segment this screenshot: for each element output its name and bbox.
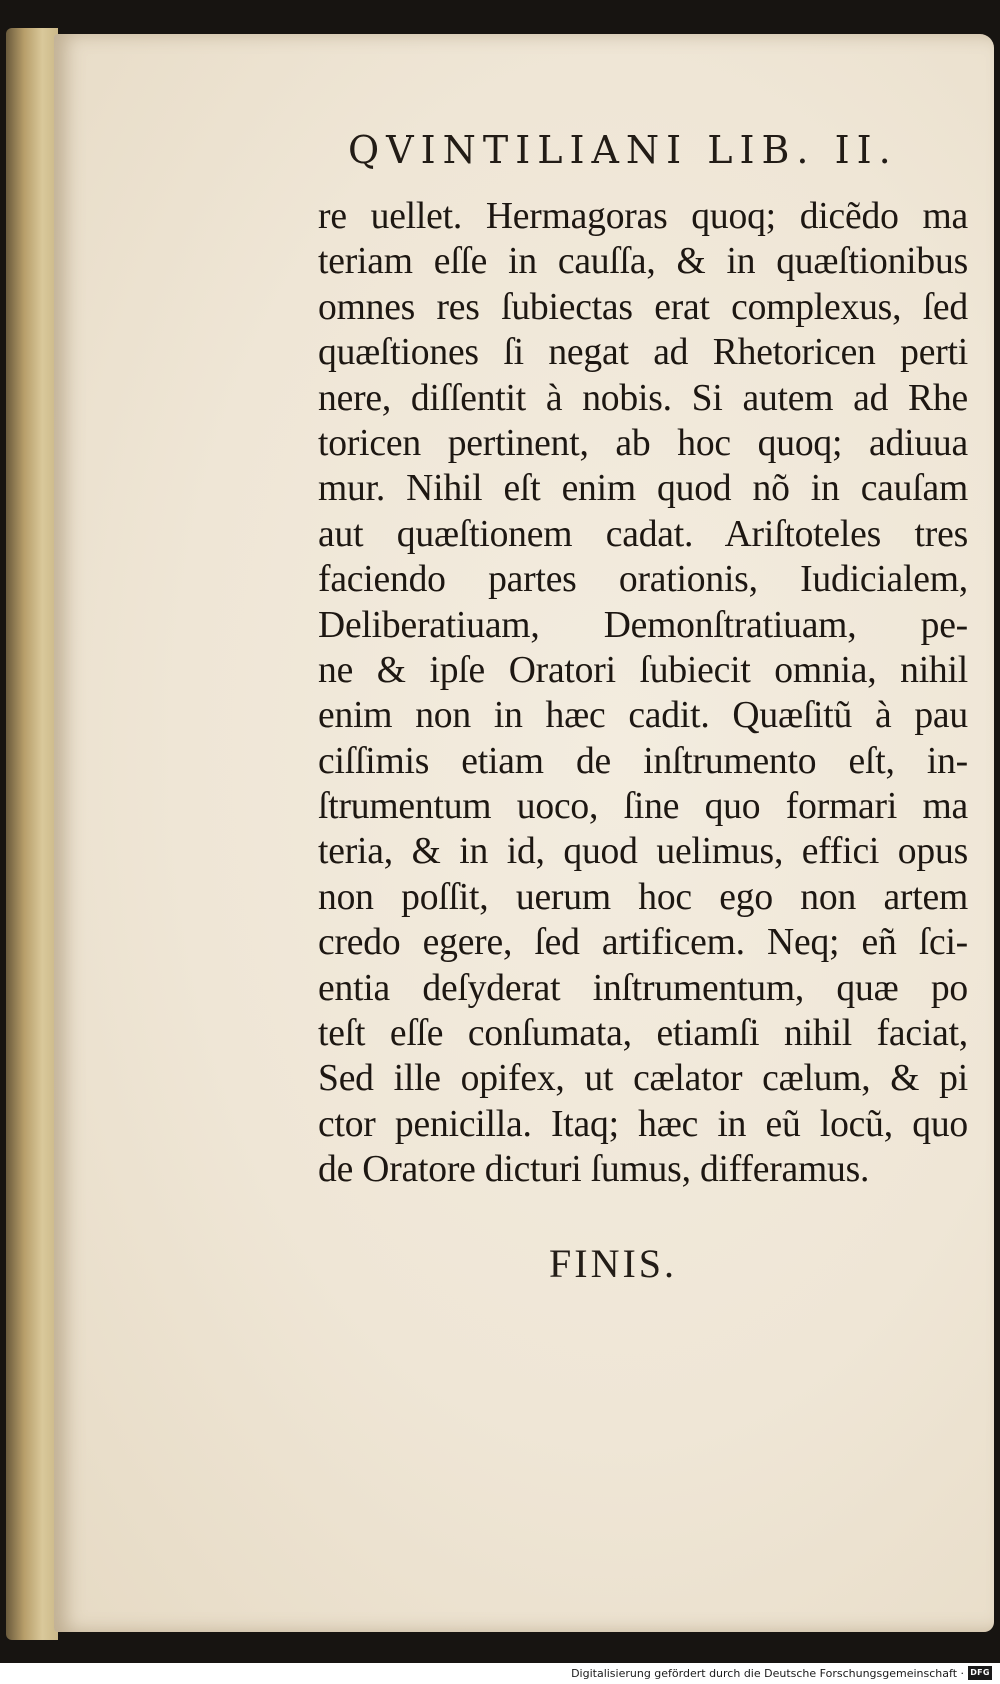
- text-line: enim non in hæc cadit. Quæſitũ à pau: [318, 695, 968, 737]
- text-line: re uellet. Hermagoras quoq; dicẽdo ma: [318, 196, 968, 237]
- text-line: mur. Nihil eſt enim quod nõ in cauſam: [318, 468, 968, 510]
- finis-label: FINIS.: [549, 1241, 678, 1286]
- book-spine-edge: [6, 28, 58, 1640]
- text-line: aut quæſtionem cadat. Ariſtoteles tres: [318, 513, 968, 555]
- text-line: ſtrumentum uoco, ſine quo formari ma: [318, 786, 968, 828]
- dfg-logo-icon: DFG: [968, 1666, 992, 1680]
- text-line: quæſtiones ſi negat ad Rhetoricen perti: [318, 332, 968, 374]
- running-head: QVINTILIANI LIB. II.: [348, 128, 898, 172]
- text-line: entia deſyderat inſtrumentum, quæ po: [318, 967, 968, 1009]
- text-line: credo egere, ſed artificem. Neq; eñ ſci-: [318, 922, 968, 964]
- text-line: faciendo partes orationis, Iudicialem,: [318, 559, 968, 601]
- text-line: ne & ipſe Oratori ſubiecit omnia, nihil: [318, 649, 968, 691]
- text-line: de Oratore dicturi ſumus, differamus.: [318, 1149, 870, 1191]
- text-line: non poſſit, uerum hoc ego non artem: [318, 876, 968, 918]
- text-line: teria, & in id, quod uelimus, effici opus: [318, 831, 968, 873]
- text-line: Sed ille opifex, ut cælator cælum, & pi: [318, 1058, 968, 1100]
- text-line: teſt eſſe conſumata, etiamſi nihil faciat,: [318, 1013, 968, 1055]
- text-line: ctor penicilla. Itaq; hæc in eũ locũ, quo: [318, 1103, 968, 1145]
- funding-credit: Digitalisierung gefördert durch die Deutsche Forschungsgemeinschaft ·: [571, 1667, 964, 1680]
- text-line: nere, diſſentit à nobis. Si autem ad Rhe: [318, 377, 968, 419]
- text-line: Deliberatiuam, Demonſtratiuam, pe-: [318, 604, 968, 646]
- text-line: ciſſimis etiam de inſtrumento eſt, in-: [318, 740, 968, 782]
- text-line: teriam eſſe in cauſſa, & in quæſtionibus: [318, 241, 968, 283]
- text-line: omnes res ſubiectas erat complexus, ſed: [318, 286, 968, 328]
- text-line: toricen pertinent, ab hoc quoq; adiuua: [318, 422, 968, 464]
- body-text: [318, 194, 968, 1193]
- digitization-footer: [0, 1663, 1000, 1684]
